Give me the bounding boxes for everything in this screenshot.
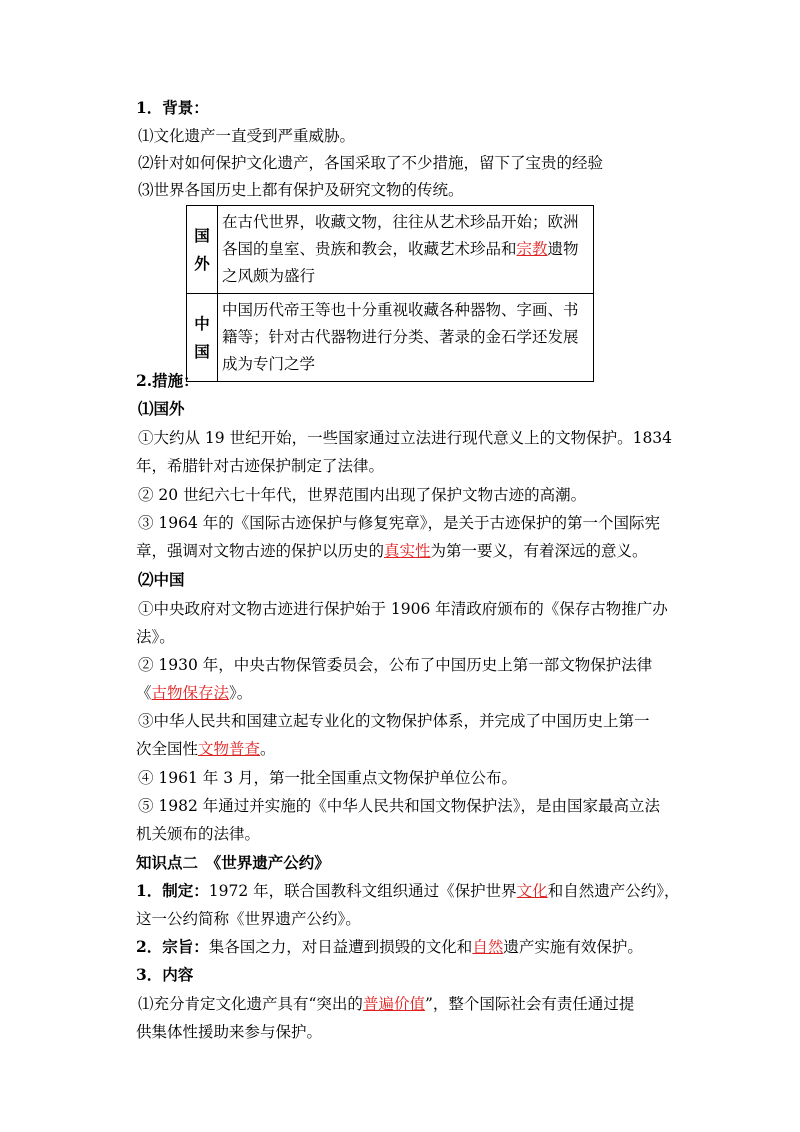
content-item-1-cont: 供集体性援助来参与保护。	[136, 1023, 323, 1041]
china-item-3: ③中华人民共和国建立起专业化的文物保护体系，并完成了中国历史上第一	[138, 712, 650, 730]
foreign-cell: 在古代世界，收藏文物，往往从艺术珍品开始；欧洲各国的皇室、贵族和教会，收藏艺术珍品和宗教遗物之风颇为盛行	[218, 206, 594, 294]
emphasis-culture: 文化	[516, 882, 548, 900]
foreign-header: 国 外	[187, 206, 218, 294]
foreign-item-3-cont: 章，强调对文物古迹的保护以历史的真实性为第一要义，有着深远的意义。	[136, 542, 648, 560]
foreign-item-1: ①大约从 19 世纪开始，一些国家通过立法进行现代意义上的文物保护。1834	[138, 429, 673, 447]
knowledge-point-2-title: 知识点二 《世界遗产公约》	[136, 853, 330, 872]
background-item-1: ⑴文化遗产一直受到严重威胁。	[138, 127, 356, 145]
china-item-5: ⑤ 1982 年通过并实施的《中华人民共和国文物保护法》，是由国家最高立法	[138, 797, 661, 815]
china-item-1: ①中央政府对文物古迹进行保护始于 1906 年清政府颁布的《保存古物推广办	[138, 600, 668, 618]
table-row-china	[187, 294, 594, 382]
table-row-foreign	[187, 206, 594, 294]
emphasis-religion: 宗教	[516, 240, 548, 258]
formulate-line: 1．制定：1972 年，联合国教科文组织通过《保护世界文化和自然遗产公约》，	[136, 881, 680, 900]
china-item-4: ④ 1961 年 3 月，第一批全国重点文物保护单位公布。	[138, 769, 518, 787]
emphasis-antiquities-law: 古物保存法	[151, 684, 230, 702]
china-header: 中 国	[187, 294, 218, 382]
purpose-line: 2．宗旨：集各国之力，对日益遭到损毁的文化和自然遗产实施有效保护。	[136, 937, 643, 956]
china-item-5-cont: 机关颁布的法律。	[136, 825, 261, 843]
background-heading: 1．背景：	[136, 98, 209, 117]
content-item-1: ⑴充分肯定文化遗产具有“突出的普遍价值”，整个国际社会有责任通过提	[138, 995, 635, 1013]
china-item-3-cont: 次全国性文物普查。	[136, 740, 276, 758]
emphasis-authenticity: 真实性	[384, 542, 431, 560]
background-item-2: ⑵针对如何保护文化遗产，各国采取了不少措施，留下了宝贵的经验	[138, 154, 604, 172]
china-item-1-cont: 法》。	[136, 628, 175, 646]
comparison-table	[186, 205, 594, 382]
china-item-2: ② 1930 年，中央古物保管委员会，公布了中国历史上第一部文物保护法律	[138, 656, 653, 674]
formulate-line-cont: 这一公约简称《世界遗产公约》。	[136, 910, 361, 928]
china-subheading: ⑵中国	[138, 570, 185, 589]
foreign-item-3: ③ 1964 年的《国际古迹保护与修复宪章》，是关于古迹保护的第一个国际宪	[138, 514, 661, 532]
emphasis-universal-value: 普遍价值	[362, 995, 425, 1013]
background-item-3: ⑶世界各国历史上都有保护及研究文物的传统。	[138, 181, 464, 199]
content-heading: 3．内容	[136, 965, 194, 984]
emphasis-census: 文物普查	[198, 740, 261, 758]
foreign-item-2: ② 20 世纪六七十年代，世界范围内出现了保护文物古迹的高潮。	[138, 486, 587, 504]
emphasis-natural: 自然	[472, 938, 504, 956]
china-cell: 中国历代帝王等也十分重视收藏各种器物、字画、书籍等；针对古代器物进行分类、著录的金石学还发展成为专门之学	[218, 294, 594, 382]
china-item-2-cont: 《古物保存法》。	[136, 684, 253, 702]
measures-heading: 2.措施：	[136, 371, 199, 390]
foreign-subheading: ⑴国外	[138, 399, 185, 418]
foreign-item-1-cont: 年，希腊针对古迹保护制定了法律。	[136, 457, 385, 475]
